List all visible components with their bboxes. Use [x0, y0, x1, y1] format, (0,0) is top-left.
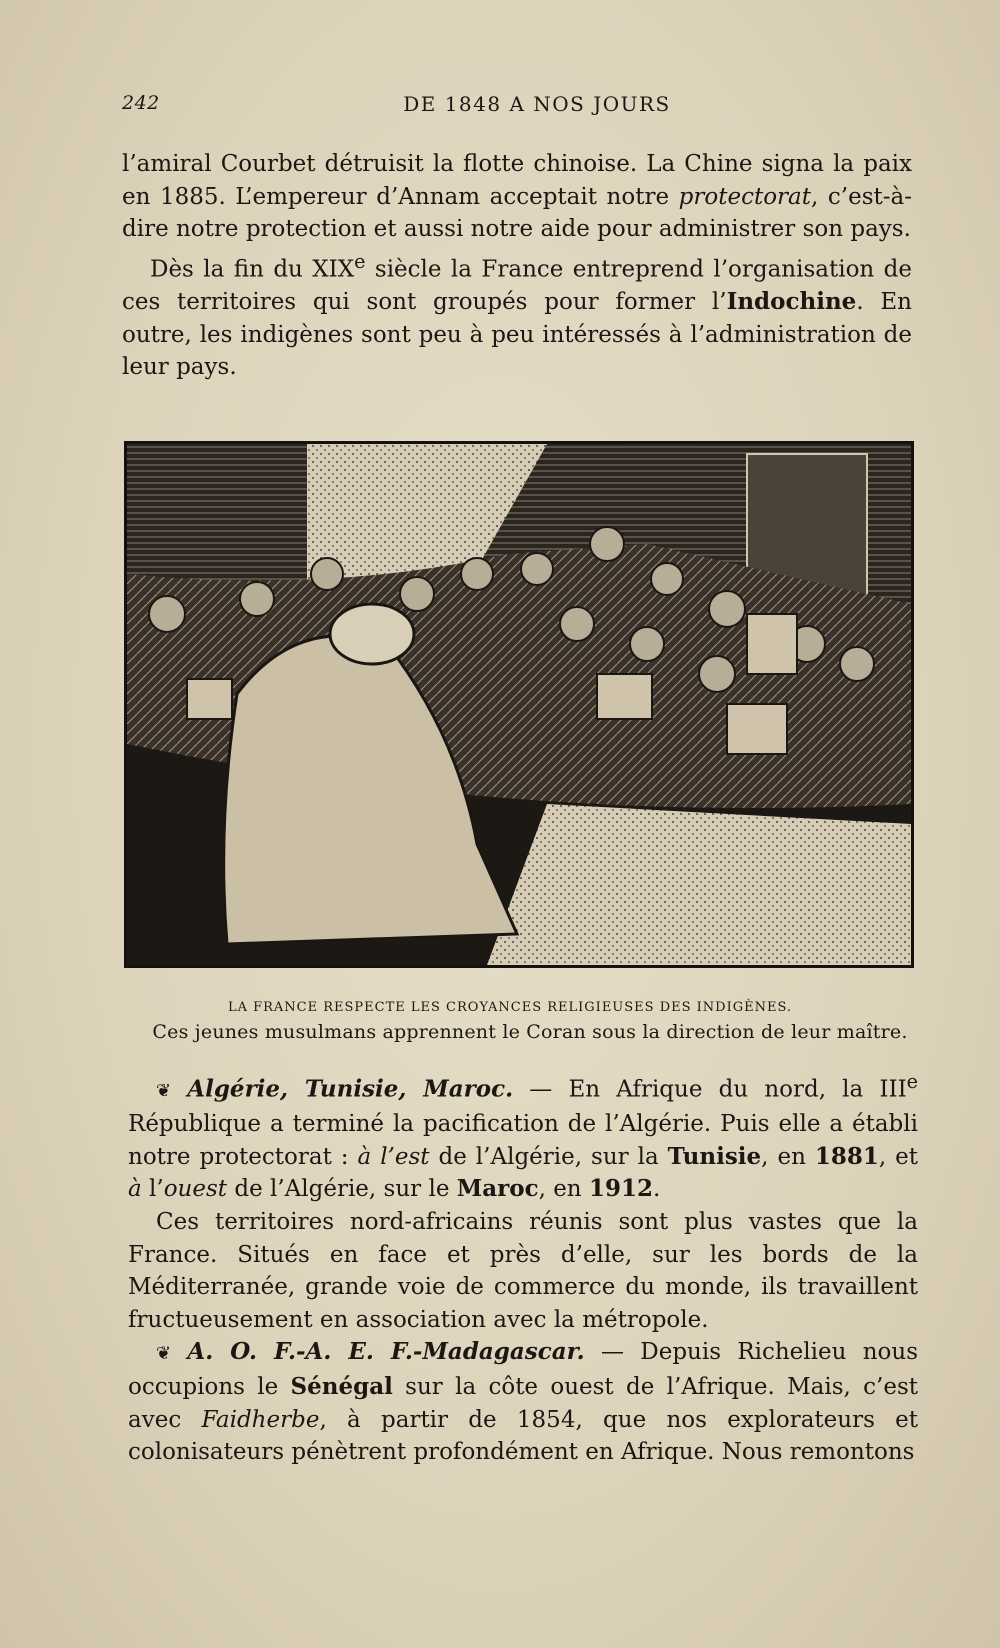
- text-span: de l’Algérie, sur la: [429, 1143, 668, 1170]
- text-span: , à partir de 1854, que nos explorateurs et colonisateurs pénètrent profondément en Afrique. Nous remontons: [128, 1406, 919, 1466]
- text-span: .: [652, 1176, 661, 1203]
- caption-title: LA FRANCE RESPECTE LES CROYANCES RELIGIEUSES DES INDIGÈNES.: [227, 1000, 793, 1015]
- bold-term-tunisie: Tunisie: [667, 1142, 762, 1170]
- text-span: Dès la fin du XIX: [150, 256, 355, 283]
- text-span: sur la côte ouest de l’Afrique. Mais, c’est avec: [128, 1374, 918, 1433]
- text-span: République a terminé la pacification de l’Algérie. Puis elle a établi notre protectorat :: [128, 1111, 918, 1170]
- bold-term-indochine: Indochine: [726, 288, 857, 316]
- italic-term: ouest: [163, 1176, 228, 1203]
- italic-name-faidherbe: Faidherbe: [201, 1406, 320, 1433]
- fleuron-icon: ❦: [156, 1080, 172, 1102]
- bottom-text-block: [128, 1066, 918, 1469]
- paragraph-indochine-2: [122, 246, 912, 384]
- engraving-koranic-school: [124, 441, 914, 968]
- bold-term-maroc: Maroc: [456, 1175, 539, 1203]
- superscript: e: [906, 1070, 919, 1093]
- caption-text: Ces jeunes musulmans apprennent le Coran sous la direction de leur maître.: [152, 1021, 908, 1043]
- section-aof-aef: [128, 1336, 918, 1468]
- paragraph-nord-africains: Ces territoires nord-africains réunis sont plus vastes que la France. Situés en face et près d’elle, sur les bords de la Méditerranée, grande voie de commerce du monde, ils travaillent fructueusement en association avec la métropole.: [128, 1209, 918, 1333]
- text-span: , et: [878, 1143, 919, 1170]
- running-title: DE 1848 A NOS JOURS: [403, 92, 671, 116]
- superscript: e: [354, 249, 366, 273]
- bold-year: 1912: [588, 1175, 653, 1203]
- text-span: l’amiral Courbet détruisit la flotte chinoise. La Chine signa la paix en 1885. L’empereur d’Annam acceptait notre: [122, 151, 912, 210]
- text-span: , c’est-à-dire notre protection et aussi notre aide pour administrer son pays.: [122, 183, 912, 243]
- section-algerie: [128, 1066, 918, 1206]
- text-span: — En Afrique du nord, la III: [513, 1076, 907, 1103]
- text-span: , en: [761, 1143, 815, 1170]
- text-span: l’: [141, 1176, 164, 1203]
- paragraph-indochine-1: [122, 148, 912, 246]
- text-span: — Depuis Richelieu nous occupions le: [128, 1339, 919, 1400]
- engraving-drawing: [127, 444, 911, 965]
- text-span: siècle la France entreprend l’organisation de ces territoires qui sont groupés pour former l’: [122, 256, 912, 316]
- text-span: , en: [538, 1176, 589, 1203]
- italic-term-protectorat: protectorat: [678, 183, 811, 210]
- bold-term-senegal: Sénégal: [290, 1373, 393, 1400]
- section-heading-algerie: Algérie, Tunisie, Maroc.: [187, 1075, 514, 1103]
- text-span: . En outre, les indigènes sont peu à peu intéressés à l’administration de leur pays.: [122, 289, 912, 381]
- section-heading-aof: A. O. F.-A. E. F.-Madagascar.: [187, 1338, 585, 1366]
- page-number: 242: [122, 92, 160, 114]
- text-span: de l’Algérie, sur le: [227, 1176, 457, 1203]
- running-head: [122, 92, 912, 122]
- italic-term: à: [128, 1176, 142, 1203]
- top-text-block: [122, 148, 912, 384]
- bold-year: 1881: [814, 1142, 879, 1170]
- fleuron-icon: ❦: [156, 1343, 172, 1365]
- italic-term: à l’est: [357, 1143, 430, 1170]
